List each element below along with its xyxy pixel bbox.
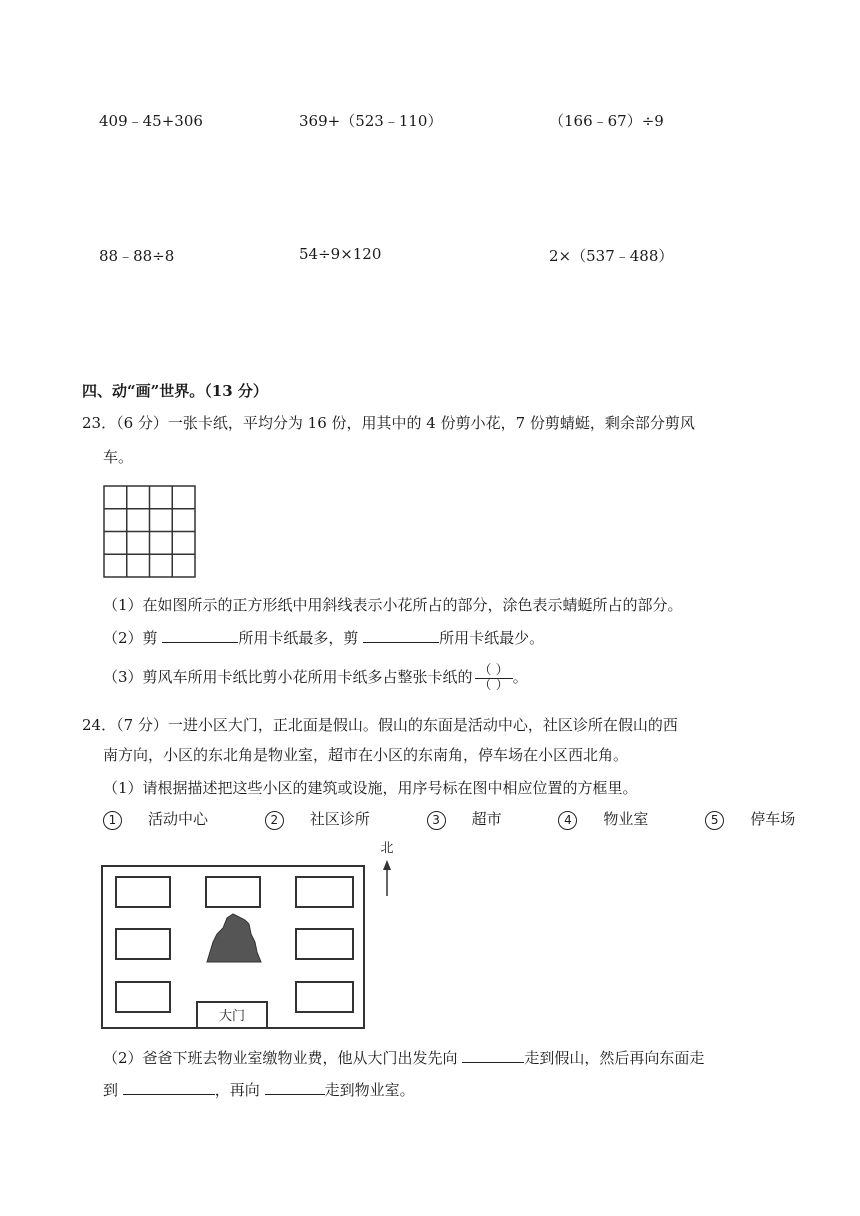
option-1: [103, 810, 234, 828]
q23-sub2-text-c: 所用卡纸最少。: [439, 629, 545, 647]
q24-stem-line1: 24．（7 分）一进小区大门，正北面是假山。假山的东面是活动中心，社区诊所在假山的西: [82, 716, 678, 734]
option-3-label: 超市: [471, 810, 502, 828]
q23-sub3-text: （3）剪风车所用卡纸比剪小花所用卡纸多占整张卡纸的: [103, 668, 473, 686]
option-3: [427, 810, 528, 828]
option-4-number: 4: [558, 811, 577, 830]
q24-sub2-text-d: ，再向: [214, 1081, 265, 1099]
option-4: [558, 810, 674, 828]
q24-stem-line2: 南方向，小区的东北角是物业室，超市在小区的东南角，停车场在小区西北角。: [103, 746, 629, 764]
q23-stem-line1: 23．（6 分）一张卡纸，平均分为 16 份，用其中的 4 份剪小花，7 份剪蜻蜓，剩余部分剪风: [82, 414, 695, 432]
q24-sub2-text-c: 到: [103, 1081, 123, 1099]
option-5-label: 停车场: [750, 810, 796, 828]
fraction-denominator[interactable]: （ ）: [478, 677, 509, 693]
answer-blank-place[interactable]: [123, 1078, 215, 1095]
option-3-number: 3: [427, 811, 446, 830]
option-1-number: 1: [103, 811, 122, 830]
q24-sub2-line2: [103, 1075, 415, 1105]
section-title: 四、动“画”世界。（13 分）: [82, 382, 268, 400]
map-box-northwest[interactable]: [116, 877, 170, 907]
option-4-label: 物业室: [603, 810, 649, 828]
expression-2: 369+（523﹣110）: [299, 112, 443, 130]
expression-1: 409﹣45+306: [99, 112, 203, 130]
map-box-northeast[interactable]: [296, 877, 353, 907]
q24-sub1: （1）请根据描述把这些小区的建筑或设施，用序号标在图中相应位置的方框里。: [103, 779, 638, 797]
option-2-label: 社区诊所: [309, 810, 370, 828]
expression-3: （166﹣67）÷9: [549, 112, 664, 130]
expression-4: 88﹣88÷8: [99, 247, 175, 265]
gate-label: 大门: [218, 1009, 246, 1024]
q24-options: [103, 804, 847, 834]
q23-sub2: [103, 623, 544, 653]
fraction-numerator[interactable]: （ ）: [475, 664, 513, 679]
option-2: [265, 810, 396, 828]
answer-fraction[interactable]: [475, 664, 513, 693]
q24-sub2-line1: [103, 1043, 704, 1073]
option-5-number: 5: [705, 811, 724, 830]
answer-blank-least[interactable]: [363, 626, 439, 643]
north-label: 北: [380, 841, 394, 856]
q23-sub1: （1）在如图所示的正方形纸中用斜线表示小花所占的部分，涂色表示蜻蜓所占的部分。: [103, 596, 683, 614]
option-5: [705, 810, 821, 828]
community-map: [99, 838, 404, 1034]
q24-sub2-text-b: 走到假山，然后再向东面走: [524, 1049, 705, 1067]
map-box-west[interactable]: [116, 929, 170, 959]
option-1-label: 活动中心: [148, 810, 209, 828]
north-arrow-icon: [383, 860, 391, 896]
answer-blank-direction-1[interactable]: [462, 1046, 524, 1063]
q24-sub2-text-e: 走到物业室。: [324, 1081, 415, 1099]
q23-sub2-text-b: 所用卡纸最多，剪: [238, 629, 364, 647]
option-2-number: 2: [265, 811, 284, 830]
q23-square-grid[interactable]: [103, 485, 197, 579]
q23-stem-line2: 车。: [103, 448, 134, 466]
answer-blank-direction-2[interactable]: [265, 1078, 325, 1095]
expression-6: 2×（537﹣488）: [549, 247, 674, 265]
q23-sub3-end: 。: [512, 668, 528, 686]
q23-sub3: [103, 662, 528, 693]
answer-blank-most[interactable]: [162, 626, 238, 643]
map-box-southeast[interactable]: [296, 982, 353, 1012]
expression-5: 54÷9×120: [299, 245, 382, 263]
map-box-east[interactable]: [296, 929, 353, 959]
map-box-southwest[interactable]: [116, 982, 170, 1012]
map-box-north[interactable]: [206, 877, 260, 907]
q24-sub2-text-a: （2）爸爸下班去物业室缴物业费，他从大门出发先向: [103, 1049, 463, 1067]
q23-sub2-text-a: （2）剪: [103, 629, 163, 647]
